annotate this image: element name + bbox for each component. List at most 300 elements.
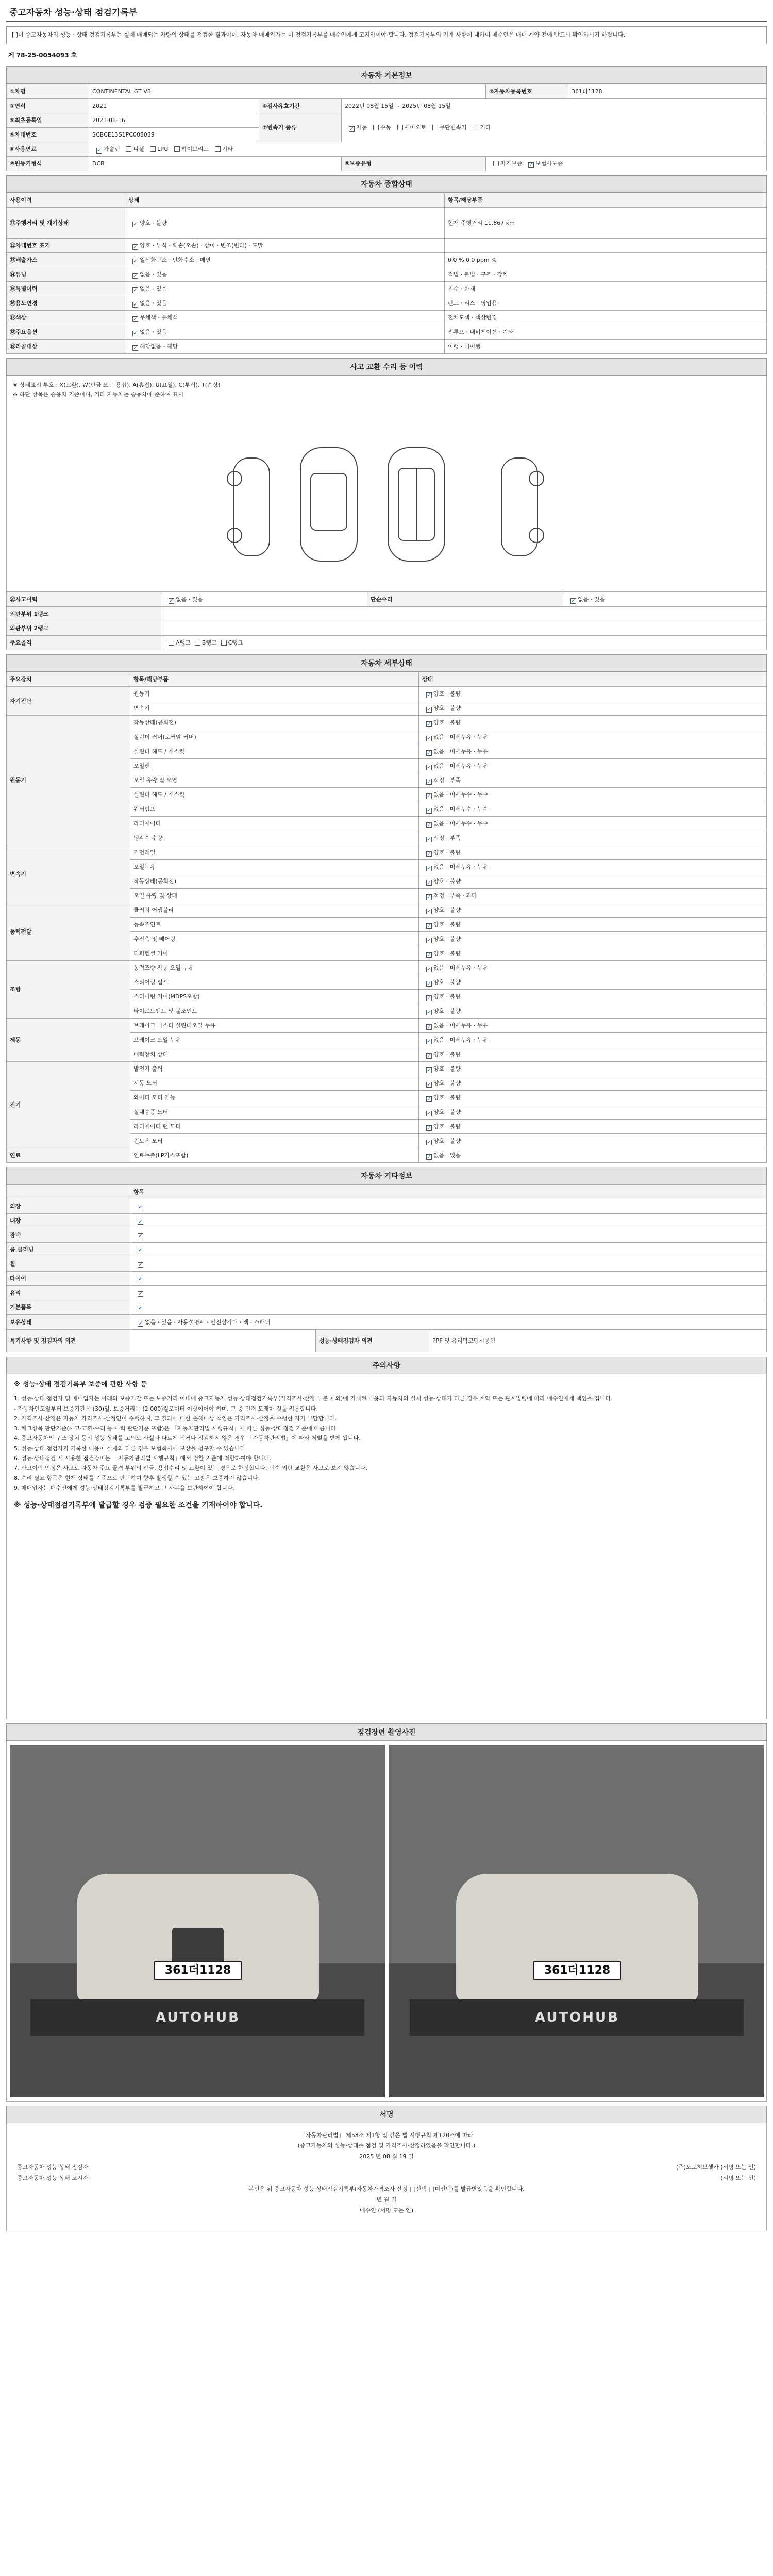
detail-item: 워터펌프 <box>130 802 419 816</box>
other-row-value <box>130 1199 767 1213</box>
label-first-reg: ⑤최초등록일 <box>7 113 89 127</box>
status-checkbox[interactable] <box>132 222 138 227</box>
other-info-table <box>6 1184 767 1315</box>
detail-checkbox[interactable] <box>426 894 432 900</box>
status-checkbox[interactable] <box>132 259 138 264</box>
detail-state-label: 없음 · 있음 <box>433 1151 461 1159</box>
detail-state-label: 양호 · 불량 <box>433 1079 461 1087</box>
detail-row <box>7 1061 767 1076</box>
accident-value <box>161 592 367 606</box>
overall-row-part <box>445 238 767 252</box>
detail-item: 실린더 헤드 / 개스킷 <box>130 744 419 758</box>
car-damage-diagram <box>6 376 767 592</box>
fuel-options <box>89 142 767 156</box>
other-checkbox[interactable] <box>138 1277 143 1282</box>
overall-row-label: ⑰색상 <box>7 310 125 325</box>
overall-row-status <box>125 310 445 325</box>
detail-checkbox[interactable] <box>426 909 432 914</box>
label-outer-rank2: 외판부위 2랭크 <box>7 621 161 635</box>
detail-item: 추진축 및 베어링 <box>130 931 419 946</box>
other-checkbox[interactable] <box>138 1219 143 1225</box>
col-device: 주요장치 <box>7 672 130 686</box>
overall-row-part: 적법 · 불법 · 구조 · 장치 <box>445 267 767 281</box>
label-warranty: ⑨보증유형 <box>342 156 486 171</box>
option-label: 무단변속기 <box>439 124 467 131</box>
detail-state <box>419 715 767 730</box>
other-row <box>7 1199 767 1213</box>
status-checkbox[interactable] <box>132 316 138 322</box>
detail-checkbox[interactable] <box>426 793 432 799</box>
detail-state <box>419 903 767 917</box>
rank-a-checkbox[interactable] <box>169 640 174 646</box>
other-row-label: 유리 <box>7 1285 130 1300</box>
label-transmission: ⑦변속기 종류 <box>259 113 342 142</box>
detail-item: 발전기 출력 <box>130 1061 419 1076</box>
sign-tail-date: 년 월 일 <box>376 2196 397 2203</box>
detail-checkbox[interactable] <box>426 1096 432 1102</box>
detail-group-label: 동력전달 <box>7 903 130 960</box>
rear-photo <box>389 1745 764 2097</box>
detail-row <box>7 1148 767 1162</box>
detail-checkbox[interactable] <box>426 1024 432 1030</box>
overall-row-label: ⑮특별이력 <box>7 281 125 296</box>
other-checkbox[interactable] <box>138 1291 143 1297</box>
detail-state <box>419 758 767 773</box>
detail-state-label: 없음 · 미세누유 · 누유 <box>433 1036 488 1043</box>
detail-item: 실내송풍 모터 <box>130 1105 419 1119</box>
overall-row-status <box>125 339 445 353</box>
detail-checkbox[interactable] <box>426 952 432 958</box>
section-photo-title: 점검장면 촬영사진 <box>6 1723 767 1741</box>
inspector-signature[interactable]: (주)오토허브셀카 (서명 또는 인) <box>676 2164 756 2171</box>
detail-state <box>419 744 767 758</box>
value-reg-no: 361더1128 <box>568 84 767 98</box>
label-period: ④검사유효기간 <box>259 98 342 113</box>
other-row-label: 휠 <box>7 1257 130 1271</box>
note-line: 3. 체크항목 판단기준(사고·교환·수리 등 이력 판단기준 포함)은 「자동차관리법 시행규칙」에 따른 성능·상태점검 기준에 따릅니다. <box>14 1425 338 1432</box>
detail-item: 클러치 어셈블리 <box>130 903 419 917</box>
detail-state-label: 없음 · 미세누수 · 누수 <box>433 805 488 812</box>
other-checkbox[interactable] <box>138 1233 143 1239</box>
overall-row-part: 침수 · 화재 <box>445 281 767 296</box>
detail-checkbox[interactable] <box>426 1082 432 1088</box>
detail-checkbox[interactable] <box>426 923 432 929</box>
detail-state <box>419 831 767 845</box>
fuel-diesel-checkbox[interactable] <box>126 146 131 152</box>
transmission-manual-checkbox[interactable] <box>373 125 379 130</box>
transmission-semi-checkbox[interactable] <box>397 125 403 130</box>
detail-state-label: 적정 · 부족 <box>433 776 461 784</box>
repair-none-checkbox[interactable] <box>570 598 576 604</box>
detail-checkbox[interactable] <box>426 1111 432 1116</box>
note-line: 8. 수리 필요 항목은 현재 상태를 기준으로 판단하며 향후 발생할 수 있는 고장은 보증하지 않습니다. <box>14 1475 260 1482</box>
detail-state-label: 양호 · 불량 <box>433 935 461 942</box>
other-row-value <box>130 1285 767 1300</box>
status-checkbox[interactable] <box>132 244 138 250</box>
notice-box: [ ]이 중고자동차의 성능ㆍ상태 점검기록부는 실제 매매되는 차량의 상태를 점검한 결과이며, 자동차 매매업자는 이 점검기록부를 매수인에게 고지하여야 합니다. 점검기록부의 기재 사항에 대하여 매수인은 매매 계약 전에 반드시 확인하시기 바랍니다. <box>6 26 767 44</box>
cert-no-label: 제 <box>8 51 14 59</box>
option-label: 보험사보증 <box>535 160 563 167</box>
value-vin: SCBCE13S1PC008089 <box>89 127 259 142</box>
detail-state <box>419 730 767 744</box>
option-label: 기타 <box>222 145 233 152</box>
other-row-label: 룸 클리닝 <box>7 1242 130 1257</box>
notifier-signature[interactable]: (서명 또는 인) <box>720 2175 756 2182</box>
other-row <box>7 1285 767 1300</box>
other-row-label: 내장 <box>7 1213 130 1228</box>
notes-closing: ※ 성능·상태점검기록부에 발급할 경우 검증 필요한 조건을 기재하여야 합니다. <box>14 1501 263 1510</box>
cert-no-value: 78-25-0054093 <box>16 51 69 59</box>
label-engine: ⑩원동기형식 <box>7 156 89 171</box>
detail-state-label: 없음 · 미세누유 · 누유 <box>433 964 488 971</box>
detail-status-table <box>6 672 767 1163</box>
detail-item: 실린더 헤드 / 개스킷 <box>130 787 419 802</box>
detail-checkbox[interactable] <box>426 851 432 857</box>
legend-note: ※ 하단 항목은 승용차 기준이며, 기타 자동차는 승용차에 준하여 표시 <box>13 391 184 398</box>
detail-state <box>419 859 767 874</box>
fuel-gasoline-checkbox[interactable] <box>96 148 102 154</box>
detail-item: 오일 유량 및 상태 <box>130 888 419 903</box>
detail-checkbox[interactable] <box>426 981 432 987</box>
col-usage: 사용이력 <box>7 193 125 207</box>
label-opinion: 특기사항 및 점검자의 의견 <box>7 1329 130 1352</box>
basic-info-table <box>6 84 767 171</box>
option-label: 자동 <box>356 124 367 131</box>
detail-group-label: 원동기 <box>7 715 130 845</box>
overall-row-value: 양호 · 부식 · 훼손(오손) · 상이 · 변조(변타) · 도말 <box>140 242 263 249</box>
opinion-value <box>130 1329 316 1352</box>
label-simple-repair: 단순수리 <box>367 592 563 606</box>
detail-state <box>419 773 767 787</box>
detail-item: 오일누유 <box>130 859 419 874</box>
detail-checkbox[interactable] <box>426 1125 432 1131</box>
col-other-header: 항목 <box>130 1184 767 1199</box>
other-row-value <box>130 1300 767 1314</box>
detail-checkbox[interactable] <box>426 1010 432 1015</box>
other-row <box>7 1213 767 1228</box>
detail-checkbox[interactable] <box>426 822 432 828</box>
car-outline-icon <box>223 437 553 571</box>
outer-rank1-value <box>161 606 767 621</box>
option-label: 디젤 <box>133 145 144 152</box>
value-period: 2022년 08월 15일 ~ 2025년 08월 15일 <box>342 98 767 113</box>
overall-row-label: ⑪주행거리 및 계기상태 <box>7 207 125 238</box>
basic-items-options: 없음 · 있음 · 사용설명서 · 안전삼각대 · 잭 · 스패너 <box>145 1318 271 1326</box>
detail-item: 스티어링 펌프 <box>130 975 419 989</box>
label-status-opinion: 성능·상태점검자 의견 <box>316 1329 429 1352</box>
sign-statement-2: (중고자동차의 성능·상태를 점검 및 가격조사·산정하였음을 확인합니다.) <box>297 2142 476 2149</box>
col-part: 항목/해당부품 <box>445 193 767 207</box>
label-reg-no: ②자동차등록번호 <box>486 84 568 98</box>
document <box>6 0 767 2231</box>
detail-state-label: 양호 · 불량 <box>433 704 461 711</box>
overall-row-status <box>125 281 445 296</box>
repair-value <box>563 592 767 606</box>
detail-checkbox[interactable] <box>426 995 432 1001</box>
detail-state-label: 없음 · 미세누유 · 누유 <box>433 762 488 769</box>
overall-row-part: 이행 · 미이행 <box>445 339 767 353</box>
other-row-value <box>130 1257 767 1271</box>
detail-row <box>7 903 767 917</box>
detail-checkbox[interactable] <box>426 808 432 814</box>
detail-state-label: 없음 · 미세누유 · 누유 <box>433 733 488 740</box>
transmission-auto-checkbox[interactable] <box>349 126 355 132</box>
items-checkbox[interactable] <box>138 1321 143 1327</box>
outer-rank2-value <box>161 621 767 635</box>
overall-row-part: 0.0 % 0.0 ppm % <box>445 252 767 267</box>
detail-item: 윈도우 모터 <box>130 1133 419 1148</box>
overall-row-value: 일산화탄소 · 탄화수소 · 매연 <box>140 256 211 263</box>
detail-group-label: 변속기 <box>7 845 130 903</box>
detail-checkbox[interactable] <box>426 750 432 756</box>
sign-date: 2025 년 08 월 19 일 <box>359 2153 414 2160</box>
note-line: 5. 성능·상태 점검자가 기록한 내용이 실제와 다른 경우 보험회사에 보상을 청구할 수 있습니다. <box>14 1445 247 1452</box>
note-line: 4. 중고자동차의 구조·장치 등의 성능·상태를 고의로 사실과 다르게 적거나 점검하지 않은 경우 「자동차관리법」에 따라 처벌을 받게 됩니다. <box>14 1435 361 1442</box>
detail-checkbox[interactable] <box>426 967 432 972</box>
car-rear-shape <box>456 1874 698 2003</box>
overall-row-part: 전체도색 · 색상변경 <box>445 310 767 325</box>
fuel-etc-checkbox[interactable] <box>215 146 221 152</box>
warranty-self-checkbox[interactable] <box>493 161 499 166</box>
detail-state <box>419 874 767 888</box>
detail-row <box>7 845 767 859</box>
detail-state <box>419 1018 767 1032</box>
rank-b-checkbox[interactable] <box>195 640 200 646</box>
overall-row-value: 없음 · 있음 <box>140 299 167 307</box>
detail-state-label: 양호 · 불량 <box>433 1094 461 1101</box>
detail-state-label: 양호 · 불량 <box>433 849 461 856</box>
transmission-etc-checkbox[interactable] <box>473 125 478 130</box>
notifier-row <box>17 2173 756 2184</box>
detail-checkbox[interactable] <box>426 779 432 785</box>
overall-row-part: 현재 주행거리 11,867 km <box>445 207 767 238</box>
note-line: 2. 가격조사·산정은 자동차 가격조사·산정인이 수행하며, 그 결과에 대한 손해배상 책임은 가격조사·산정을 수행한 자가 부담합니다. <box>14 1415 337 1422</box>
repair-options: 없음 · 있음 <box>578 596 605 603</box>
note-line: 6. 성능·상태점검 시 사용한 점검장비는 「자동차관리법 시행규칙」에서 정한 기준에 적합하여야 합니다. <box>14 1454 272 1462</box>
detail-group-label: 조향 <box>7 960 130 1018</box>
detail-state-label: 없음 · 미세누수 · 누수 <box>433 820 488 827</box>
section-detail-title: 자동차 세부상태 <box>6 654 767 672</box>
certificate-number <box>6 47 767 62</box>
overall-row-value: 양호 · 불량 <box>140 219 167 226</box>
detail-checkbox[interactable] <box>426 1140 432 1145</box>
detail-checkbox[interactable] <box>426 880 432 886</box>
detail-state-label: 양호 · 불량 <box>433 690 461 697</box>
rear-brand-sign: AUTOHUB <box>535 2009 619 2025</box>
detail-checkbox[interactable] <box>426 1154 432 1160</box>
detail-state-label: 양호 · 불량 <box>433 978 461 986</box>
detail-state-label: 없음 · 미세누유 · 누유 <box>433 1022 488 1029</box>
section-overall-title: 자동차 종합상태 <box>6 175 767 193</box>
notes-heading: ※ 성능·상태 점검기록부 보증에 관한 사항 등 <box>14 1380 147 1388</box>
car-front-shape <box>77 1874 319 2003</box>
other-row-label: 기본품목 <box>7 1300 130 1314</box>
detail-state-label: 양호 · 불량 <box>433 719 461 726</box>
label-basic-items: 보유상태 <box>7 1315 130 1329</box>
status-checkbox[interactable] <box>132 273 138 279</box>
front-brand-sign: AUTOHUB <box>156 2009 240 2025</box>
main-frame-value <box>161 635 767 650</box>
rank-c-checkbox[interactable] <box>221 640 227 646</box>
status-opinion-value: PPF 및 유리막코팅시공됨 <box>429 1329 767 1352</box>
other-row <box>7 1271 767 1285</box>
detail-state-label: 양호 · 불량 <box>433 1065 461 1072</box>
option-label: 세미오토 <box>404 124 427 131</box>
detail-row <box>7 715 767 730</box>
detail-state <box>419 845 767 859</box>
status-checkbox[interactable] <box>132 331 138 336</box>
warranty-insurer-checkbox[interactable] <box>528 162 534 168</box>
detail-checkbox[interactable] <box>426 692 432 698</box>
other-checkbox[interactable] <box>138 1262 143 1268</box>
detail-item: 브레이크 마스터 실린더오일 누유 <box>130 1018 419 1032</box>
sign-statement-1: 「자동차관리법」 제58조 제1항 및 같은 법 시행규칙 제120조에 따라 <box>299 2131 474 2139</box>
detail-item: 냉각수 수량 <box>130 831 419 845</box>
detail-state <box>419 946 767 960</box>
detail-state <box>419 787 767 802</box>
other-row <box>7 1300 767 1314</box>
other-row-label: 타이어 <box>7 1271 130 1285</box>
detail-state-label: 양호 · 불량 <box>433 1123 461 1130</box>
detail-item: 연료누출(LP가스포함) <box>130 1148 419 1162</box>
detail-state <box>419 917 767 931</box>
detail-item: 오일 유량 및 오염 <box>130 773 419 787</box>
detail-item: 실린더 커버(로커암 커버) <box>130 730 419 744</box>
rear-plate: 361더1128 <box>533 1961 621 1980</box>
detail-state <box>419 1032 767 1047</box>
overall-row-label: ⑭튜닝 <box>7 267 125 281</box>
section-accident-title: 사고 교환 수리 등 이력 <box>6 358 767 376</box>
status-checkbox[interactable] <box>132 302 138 308</box>
other-checkbox[interactable] <box>138 1306 143 1311</box>
basic-items-value <box>130 1315 767 1329</box>
detail-item: 원동기 <box>130 686 419 701</box>
legend-symbols: ※ 상태표시 부호 : X(교환), W(판금 또는 용접), A(흠집), U(요철), C(부식), T(손상) <box>13 381 221 388</box>
detail-checkbox[interactable] <box>426 938 432 943</box>
detail-checkbox[interactable] <box>426 707 432 713</box>
overall-row-status <box>125 325 445 339</box>
note-line: 7. 사고이력 인정은 사고로 자동차 주요 골격 부위의 판금, 용접수리 및 교환이 있는 경우로 한정합니다. 단순 외판 교환은 사고로 보지 않습니다. <box>14 1465 367 1471</box>
col-other-item <box>7 1184 130 1199</box>
detail-group-label: 자기진단 <box>7 686 130 715</box>
label-fuel: ⑧사용연료 <box>7 142 89 156</box>
detail-checkbox[interactable] <box>426 765 432 770</box>
option-label: LPG <box>157 145 169 152</box>
col-status: 상태 <box>125 193 445 207</box>
overall-row-status <box>125 296 445 310</box>
accident-none-checkbox[interactable] <box>169 598 174 604</box>
fuel-hybrid-checkbox[interactable] <box>174 146 180 152</box>
detail-state-label: 적정 · 부족 · 과다 <box>433 892 477 899</box>
detail-checkbox[interactable] <box>426 736 432 741</box>
detail-checkbox[interactable] <box>426 1067 432 1073</box>
detail-state <box>419 802 767 816</box>
detail-row <box>7 960 767 975</box>
status-checkbox[interactable] <box>132 287 138 293</box>
other-checkbox[interactable] <box>138 1248 143 1253</box>
option-label: 기타 <box>480 124 491 131</box>
photo-area <box>6 1741 767 2102</box>
detail-state <box>419 1119 767 1133</box>
value-engine: DCB <box>89 156 342 171</box>
receipt-statement: 본인은 위 중고자동차 성능·상태점검기록부(자동차가격조사·산정 [ ]선택 [ ]미선택)를 발급받았음을 확인합니다. <box>248 2185 525 2192</box>
status-checkbox[interactable] <box>132 345 138 351</box>
front-plate: 361더1128 <box>154 1961 242 1980</box>
overall-row-value: 없음 · 있음 <box>140 285 167 292</box>
option-label: 가솔린 <box>104 145 120 152</box>
detail-state-label: 양호 · 불량 <box>433 877 461 885</box>
col-item: 항목/해당부품 <box>130 672 419 686</box>
detail-item: 스티어링 기어(MDPS포함) <box>130 989 419 1004</box>
detail-item: 시동 모터 <box>130 1076 419 1090</box>
detail-state-label: 양호 · 불량 <box>433 950 461 957</box>
option-label: 하이브리드 <box>181 145 209 152</box>
detail-checkbox[interactable] <box>426 721 432 727</box>
overall-row-label: ⑫차대번호 표기 <box>7 238 125 252</box>
inspector-label: 중고자동차 성능·상태 점검자 <box>17 2164 89 2171</box>
detail-item: 와이퍼 모터 기능 <box>130 1090 419 1105</box>
other-row-value <box>130 1271 767 1285</box>
detail-checkbox[interactable] <box>426 1039 432 1044</box>
detail-item: 브레이크 오일 누유 <box>130 1032 419 1047</box>
detail-state <box>419 975 767 989</box>
detail-state-label: 양호 · 불량 <box>433 993 461 1000</box>
section-sign-title: 서명 <box>6 2106 767 2123</box>
detail-state-label: 양호 · 불량 <box>433 1137 461 1144</box>
detail-state <box>419 701 767 715</box>
detail-checkbox[interactable] <box>426 837 432 842</box>
overall-row-label: ⑱주요옵션 <box>7 325 125 339</box>
overall-row-label: ⑯용도변경 <box>7 296 125 310</box>
value-first-reg: 2021-08-16 <box>89 113 259 127</box>
detail-checkbox[interactable] <box>426 866 432 871</box>
overall-row-value: 해당없음 · 해당 <box>140 343 178 350</box>
detail-checkbox[interactable] <box>426 1053 432 1059</box>
transmission-cvt-checkbox[interactable] <box>432 125 438 130</box>
note-line: - 자동차인도일부터 보증기간은 (30)일, 보증거리는 (2,000)킬로미터 이상이어야 하며, 그 중 먼저 도래한 것을 적용합니다. <box>14 1405 318 1412</box>
detail-item: 등속조인트 <box>130 917 419 931</box>
detail-state <box>419 1090 767 1105</box>
detail-item: 변속기 <box>130 701 419 715</box>
opinion-table <box>6 1315 767 1352</box>
buyer-signature[interactable]: 매수인 (서명 또는 인) <box>359 2207 414 2214</box>
detail-state <box>419 1047 767 1061</box>
other-row-label: 외장 <box>7 1199 130 1213</box>
fuel-lpg-checkbox[interactable] <box>150 146 156 152</box>
overall-row-part: 썬루프 · 내비게이션 · 기타 <box>445 325 767 339</box>
detail-item: 라디에이터 <box>130 816 419 831</box>
other-row-value <box>130 1213 767 1228</box>
other-checkbox[interactable] <box>138 1205 143 1210</box>
detail-state <box>419 816 767 831</box>
col-state: 상태 <box>419 672 767 686</box>
label-vin: ⑥차대번호 <box>7 127 89 142</box>
accident-table <box>6 592 767 650</box>
overall-row-label: ⑬배출가스 <box>7 252 125 267</box>
detail-state <box>419 1133 767 1148</box>
other-row-label: 광택 <box>7 1228 130 1242</box>
detail-row <box>7 1018 767 1032</box>
warranty-options <box>486 156 767 171</box>
detail-state <box>419 1105 767 1119</box>
signature-box <box>6 2123 767 2231</box>
cert-no-suffix: 호 <box>71 51 77 59</box>
note-line: 9. 매매업자는 매수인에게 성능·상태점검기록부를 발급하고 그 사본을 보관하여야 합니다. <box>14 1484 234 1492</box>
detail-state <box>419 1061 767 1076</box>
detail-item: 오일팬 <box>130 758 419 773</box>
label-outer-rank1: 외판부위 1랭크 <box>7 606 161 621</box>
detail-state-label: 없음 · 미세누유 · 누유 <box>433 863 488 870</box>
